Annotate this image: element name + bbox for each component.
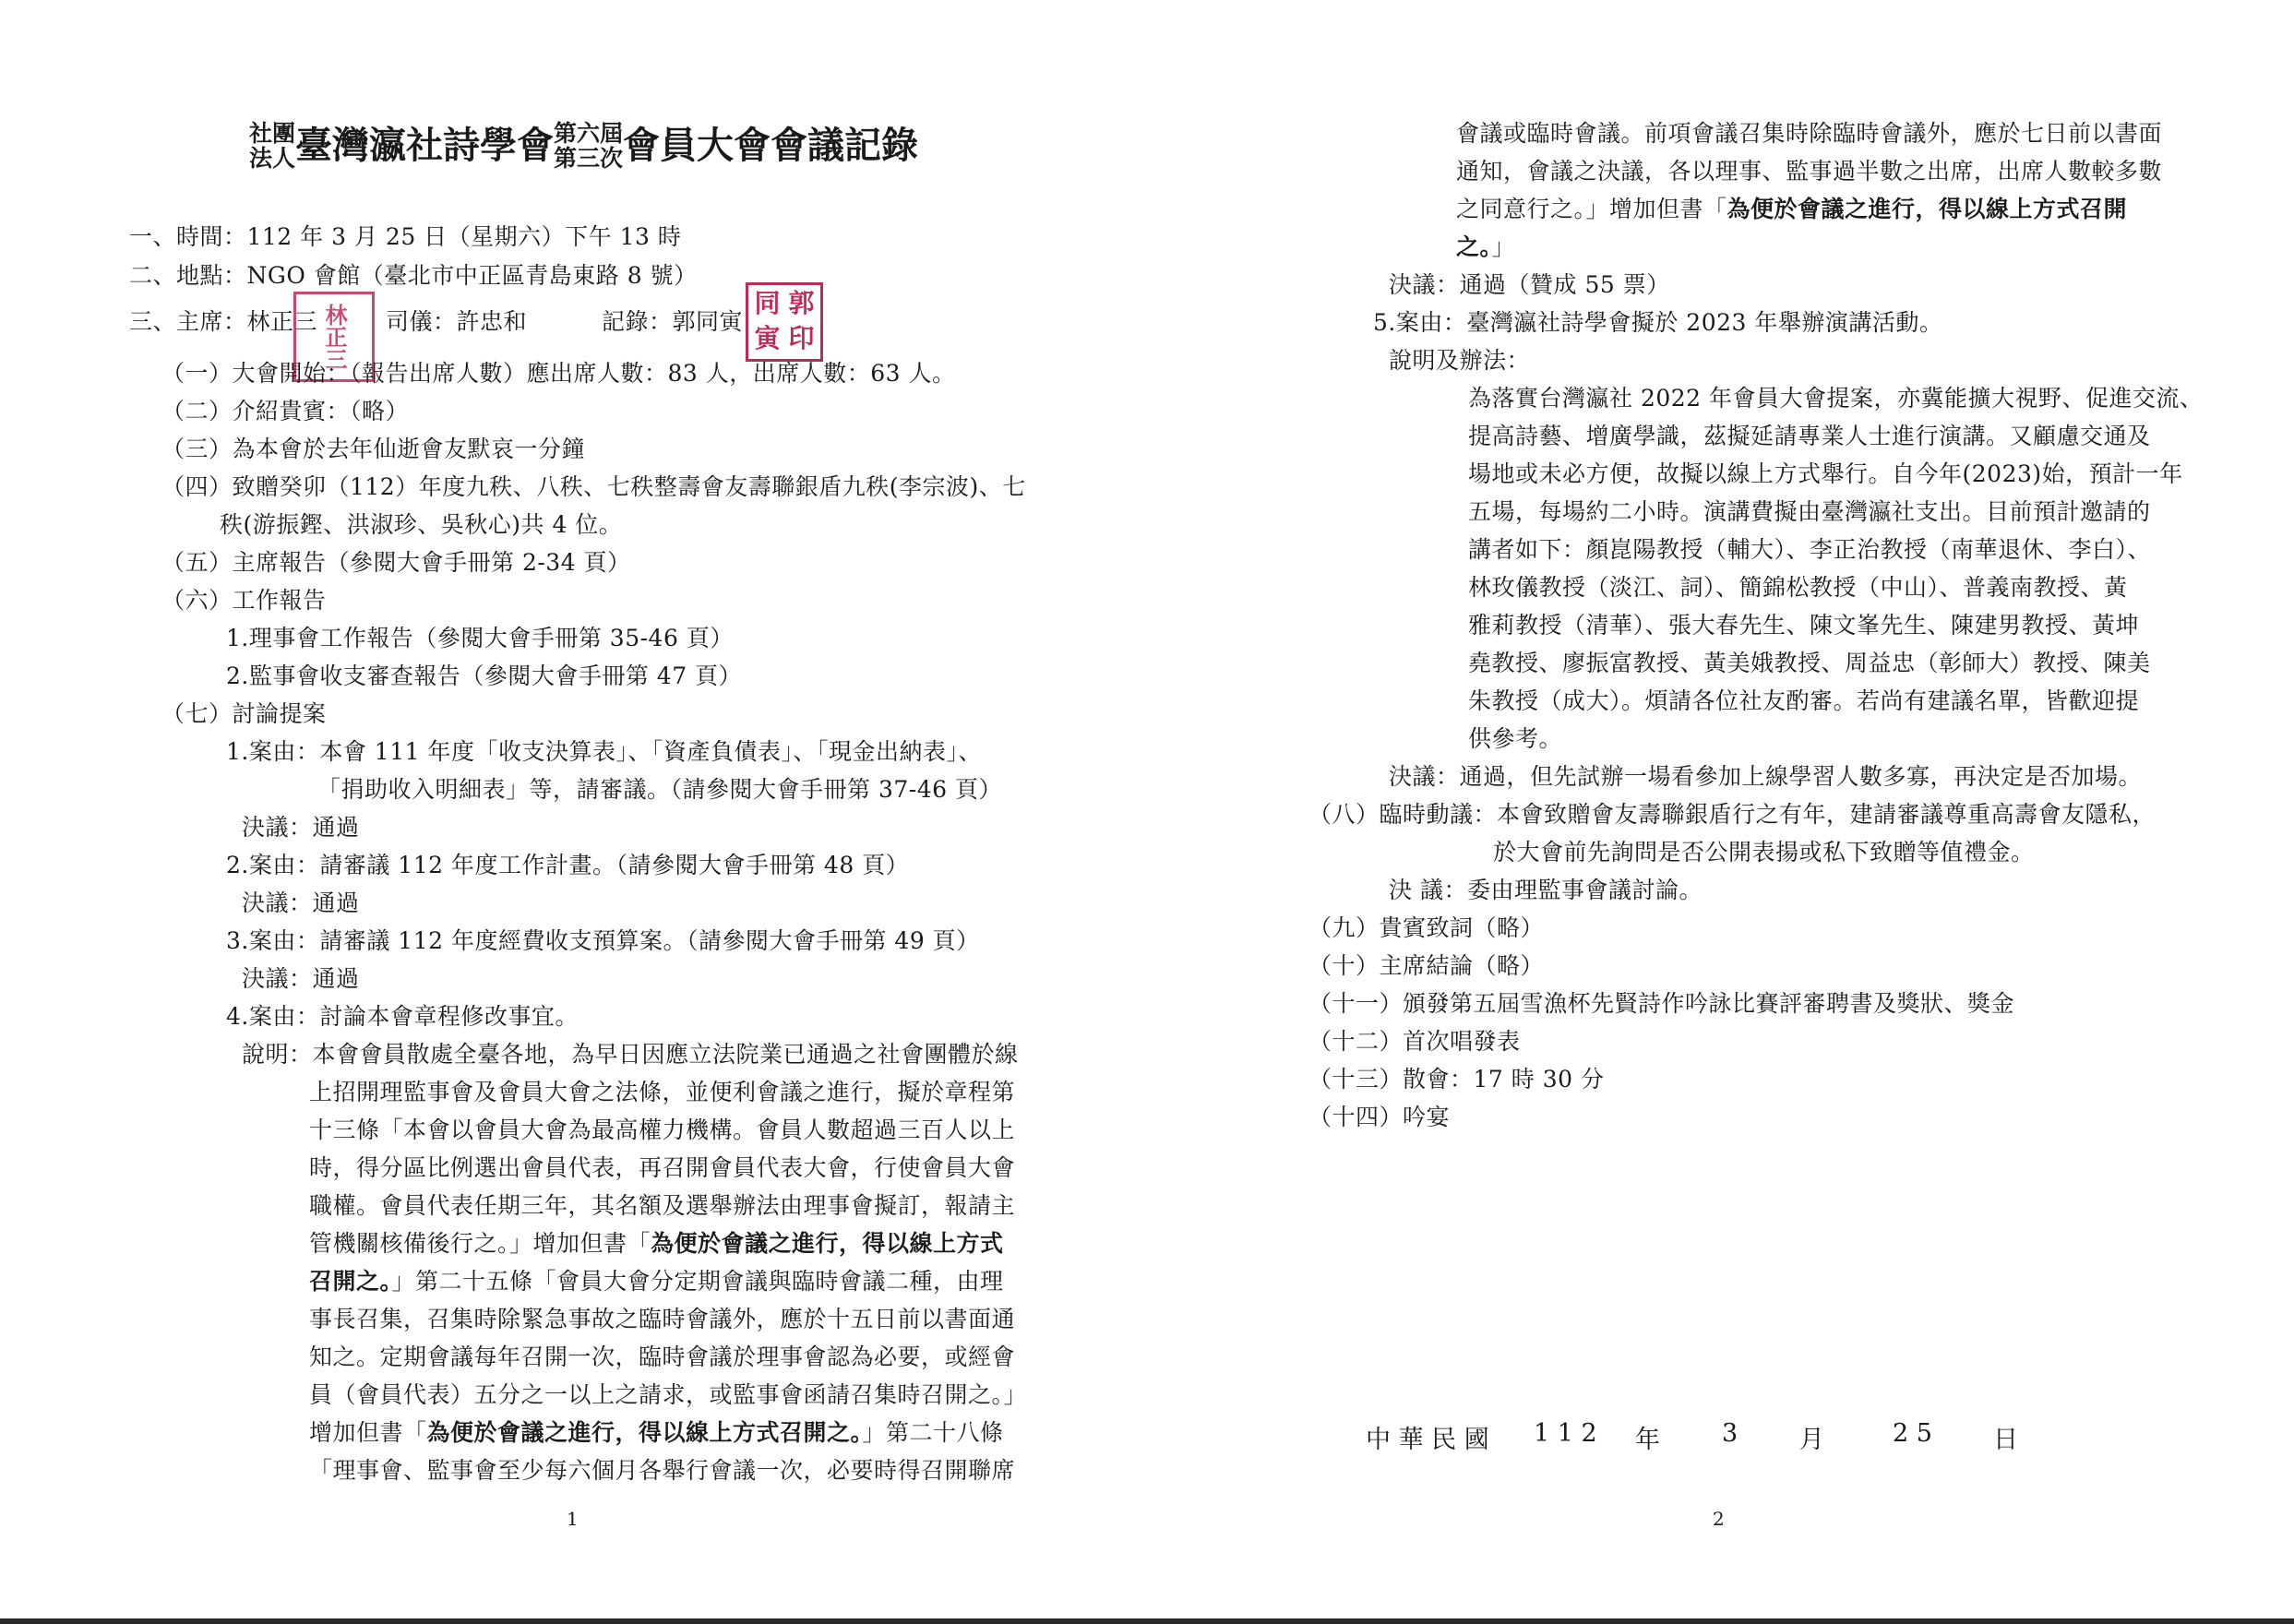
- date-era: 中 華 民 國: [1366, 1426, 1489, 1454]
- explanation-line: 通知，會議之決議，各以理事、監事過半數之出席，出席人數較多數: [1456, 158, 2163, 185]
- agenda-item: 秩(游振鏗、洪淑珍、吳秋心)共 4 位。: [220, 511, 623, 538]
- explanation-line: 講者如下：顏崑陽教授（輔大）、李正治教授（南華退休、李白）、: [1468, 536, 2152, 563]
- scan-bottom-edge: [0, 1618, 2294, 1624]
- explanation-line: 堯教授、廖振富教授、黃美娥教授、周益忠（彰師大）教授、陳美: [1468, 650, 2151, 676]
- date-month-unit: 月: [1799, 1426, 1824, 1454]
- resolution: 決議：通過: [242, 890, 360, 916]
- seal-char: 郭: [788, 288, 815, 318]
- document-title: [249, 118, 918, 183]
- meeting-emcee: 司儀：許忠和: [386, 308, 528, 335]
- agenda-item-continued: 於大會前先詢問是否公開表揚或私下致贈等值禮金。: [1493, 839, 2035, 866]
- explanation-line: 職權。會員代表任期三年，其名額及選舉辦法由理事會擬訂，報請主: [309, 1192, 1016, 1219]
- meeting-place: 二、地點：NGO 會館（臺北市中正區青島東路 8 號）: [129, 262, 698, 289]
- chair-seal-text: 林正三: [321, 304, 348, 370]
- title-prefix-bottom: 法人: [249, 145, 296, 172]
- report-item: 2.監事會收支審查報告（參閱大會手冊第 47 頁）: [226, 663, 743, 689]
- agenda-item: （八）臨時動議：本會致贈會友壽聯銀盾行之有年，建請審議尊重高壽會友隱私，: [1308, 801, 2157, 828]
- seal-char: 寅: [754, 323, 781, 353]
- explanation-line: 雅莉教授（清華）、張大春先生、陳文峯先生、陳建男教授、黃坤: [1468, 612, 2140, 639]
- title-prefix-top: 社團: [249, 120, 296, 147]
- meeting-recorder: 記錄：郭同寅: [602, 308, 744, 335]
- explanation-line: 會議或臨時會議。前項會議召集時除臨時會議外，應於七日前以書面: [1456, 120, 2163, 147]
- explanation-line: 供參考。: [1468, 725, 1563, 752]
- resolution: 決議：通過: [242, 965, 360, 992]
- agenda-item: （十四）吟宴: [1308, 1104, 1451, 1130]
- title-org: 臺灣瀛社詩學會: [295, 124, 555, 167]
- date-year: 1 1 2: [1534, 1419, 1597, 1448]
- explanation-line: 朱教授（成大）。煩請各位社友酌審。若尚有建議名單，皆歡迎提: [1468, 687, 2140, 714]
- seal-char: 印: [788, 323, 815, 353]
- date-year-unit: 年: [1635, 1426, 1660, 1454]
- agenda-item: （三）為本會於去年仙逝會友默哀一分鐘: [161, 436, 586, 462]
- explanation-line: 場地或未必方便，故擬以線上方式舉行。自今年(2023)始，預計一年: [1468, 460, 2183, 487]
- bold-proviso: 為便於會議之進行，得以線上方式召開: [1726, 196, 2128, 222]
- motion-item: 2.案由：請審議 112 年度工作計畫。（請參閱大會手冊第 48 頁）: [226, 852, 910, 878]
- date-month: 3: [1722, 1419, 1738, 1448]
- explanation-line: [309, 1228, 1004, 1260]
- explanation-text: 」第二十五條「會員大會分定期會議與臨時會議二種，由理: [391, 1268, 1004, 1295]
- explanation-line: [309, 1417, 1004, 1449]
- explanation-text: 管機關核備後行之。」增加但書「: [309, 1230, 651, 1257]
- meeting-chair: 三、主席：林正三: [129, 308, 318, 335]
- seal-char: 同: [754, 288, 781, 318]
- explanation-heading: 說明及辦法：: [1389, 347, 1531, 374]
- resolution: 決議：通過，但先試辦一場看參加上線學習人數多寡，再決定是否加場。: [1389, 763, 2143, 790]
- explanation-line: 為落實台灣瀛社 2022 年會員大會提案，亦冀能擴大視野、促進交流、: [1468, 385, 2204, 412]
- explanation-line: [1456, 194, 2127, 225]
- agenda-item: （九）貴賓致詞（略）: [1308, 914, 1545, 941]
- motion-item: 「捐助收入明細表」等，請審議。（請參閱大會手冊第 37-46 頁）: [317, 776, 1002, 803]
- explanation-line: 「理事會、監事會至少每六個月各舉行會議一次，必要時得召開聯席: [309, 1457, 1016, 1484]
- explanation-text: 」第二十八條: [862, 1419, 1004, 1446]
- agenda-item: （四）致贈癸卯（112）年度九秩、八秩、七秩整壽會友壽聯銀盾九秩(李宗波)、七: [161, 473, 1026, 500]
- recorder-seal-stamp: [746, 282, 823, 362]
- agenda-item: （十三）散會：17 時 30 分: [1308, 1066, 1605, 1093]
- explanation-line: 員（會員代表）五分之一以上之請求，或監事會函請召集時召開之。」: [309, 1381, 1028, 1408]
- motion-item: 3.案由：請審議 112 年度經費收支預算案。（請參閱大會手冊第 49 頁）: [226, 927, 980, 954]
- resolution: 決 議：委由理監事會議討論。: [1389, 877, 1703, 903]
- title-main: 會員大會會議記錄: [623, 124, 919, 167]
- explanation-line: 五場，每場約二小時。演講費擬由臺灣瀛社支出。目前預計邀請的: [1468, 498, 2151, 525]
- resolution: 決議：通過: [242, 814, 360, 841]
- agenda-item: （五）主席報告（參閱大會手冊第 2-34 頁）: [161, 549, 631, 576]
- title-session: [554, 121, 623, 171]
- explanation-line: 時，得分區比例選出會員代表，再召開會員代表大會，行使會員大會: [309, 1154, 1016, 1181]
- bold-proviso: 召開之。: [309, 1268, 392, 1295]
- agenda-item: （七）討論提案: [161, 700, 327, 727]
- agenda-item: （六）工作報告: [161, 587, 327, 614]
- page-2: [1147, 0, 2294, 1624]
- date-day-unit: 日: [1993, 1426, 2018, 1454]
- bold-proviso: 為便於會議之進行，得以線上方式: [651, 1230, 1004, 1257]
- explanation-line: [1456, 232, 1515, 263]
- explanation-text: 增加但書「: [309, 1419, 427, 1446]
- agenda-item: （一）大會開始：（報告出席人數）應出席人數：83 人，出席人數：63 人。: [161, 360, 956, 387]
- title-session-top: 第六屆: [554, 120, 624, 147]
- motion-item: 4.案由：討論本會章程修改事宜。: [226, 1003, 579, 1030]
- explanation-line: [309, 1266, 1004, 1297]
- resolution: 決議：通過（贊成 55 票）: [1389, 271, 1670, 298]
- agenda-item: （十一）頒發第五屆雪漁杯先賢詩作吟詠比賽評審聘書及獎狀、獎金: [1308, 990, 2015, 1017]
- report-item: 1.理事會工作報告（參閱大會手冊第 35-46 頁）: [226, 625, 734, 651]
- explanation-line: 林玫儀教授（淡江、詞）、簡錦松教授（中山）、普義南教授、黃: [1468, 574, 2128, 601]
- page-number: 1: [567, 1508, 579, 1530]
- explanation-line: 說明：本會會員散處全臺各地，為早日因應立法院業已通過之社會團體於線: [242, 1041, 1019, 1068]
- bold-proviso: 為便於會議之進行，得以線上方式召開之。: [426, 1419, 863, 1446]
- title-prefix: [249, 121, 295, 171]
- explanation-line: 知之。定期會議每年召開一次，臨時會議於理事會認為必要，或經會: [309, 1343, 1016, 1370]
- agenda-item: （十二）首次唱發表: [1308, 1028, 1521, 1055]
- explanation-line: 事長召集，召集時除緊急事故之臨時會議外，應於十五日前以書面通: [309, 1306, 1016, 1332]
- agenda-item: （十）主席結論（略）: [1308, 952, 1545, 979]
- page-number: 2: [1713, 1508, 1725, 1530]
- explanation-line: 上招開理監事會及會員大會之法條，並便利會議之進行，擬於章程第: [309, 1079, 1016, 1105]
- explanation-line: 十三條「本會以會員大會為最高權力機構。會員人數超過三百人以上: [309, 1116, 1016, 1143]
- explanation-text: 」: [1491, 233, 1516, 260]
- explanation-line: 提高詩藝、增廣學識，茲擬延請專業人士進行演講。又顧慮交通及: [1468, 423, 2151, 449]
- title-session-bottom: 第三次: [554, 145, 624, 172]
- meeting-time: 一、時間：112 年 3 月 25 日（星期六）下午 13 時: [129, 223, 682, 250]
- date-day: 2 5: [1893, 1419, 1932, 1448]
- explanation-text: 之同意行之。」增加但書「: [1456, 196, 1727, 222]
- motion-item: 5.案由：臺灣瀛社詩學會擬於 2023 年舉辦演講活動。: [1373, 309, 1943, 336]
- motion-item: 1.案由：本會 111 年度「收支決算表」、「資產負債表」、「現金出納表」、: [226, 738, 982, 765]
- agenda-item: （二）介紹貴賓：（略）: [161, 398, 410, 424]
- bold-proviso: 之。: [1456, 233, 1492, 260]
